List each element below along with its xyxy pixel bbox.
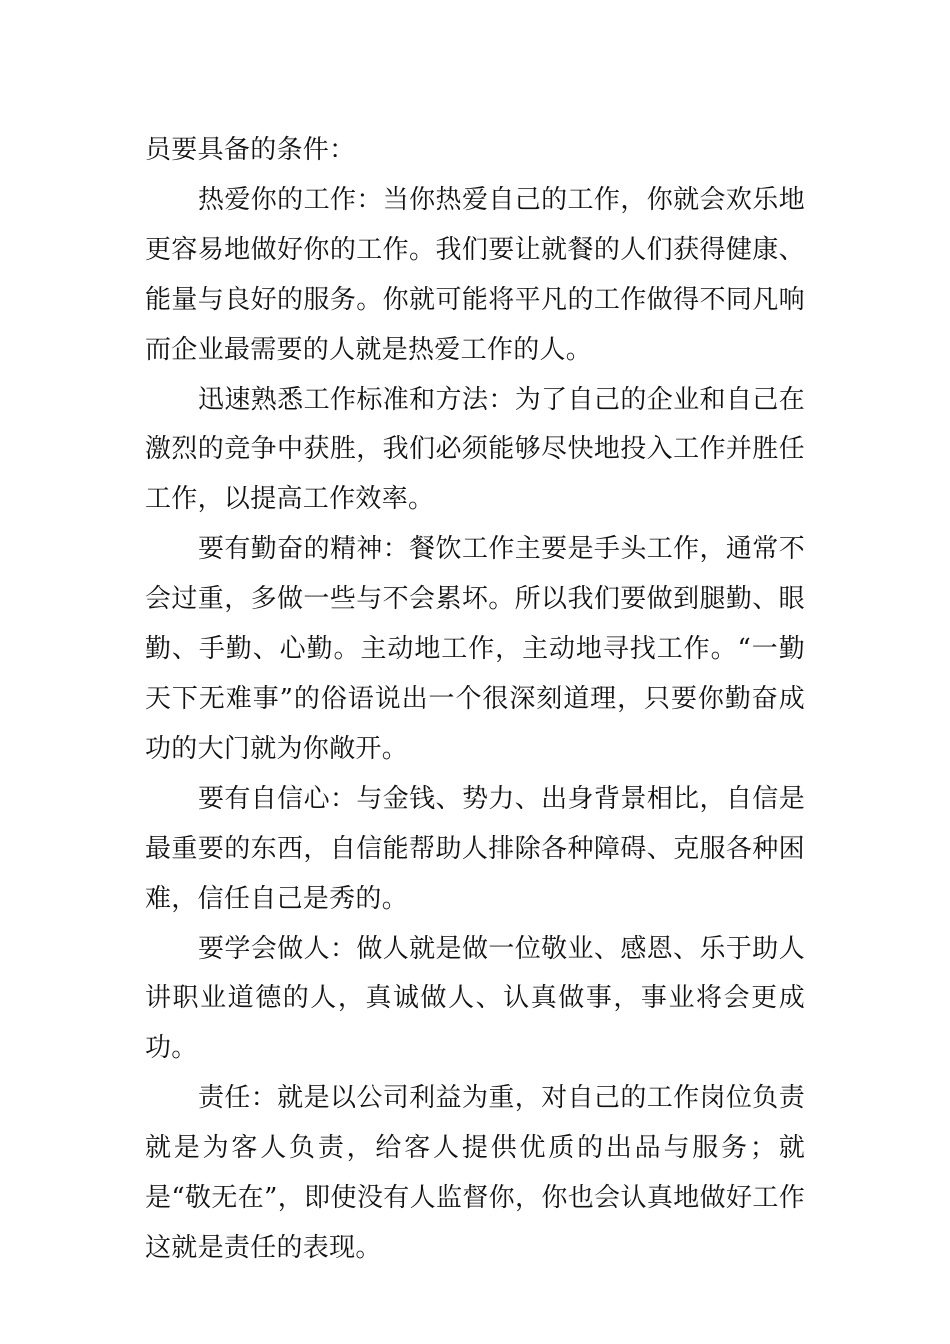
paragraph-diligence: 要有勤奋的精神：餐饮工作主要是手头工作，通常不会过重，多做一些与不会累坏。所以我们要做到腿勤、眼勤、手勤、心勤。主动地工作，主动地寻找工作。“一勤天下无难事”的俗语说出一个很深刻道理，只要你勤奋成功的大门就为你敞开。	[145, 534, 805, 764]
paragraph-learn-standards: 迅速熟悉工作标准和方法：为了自己的企业和自己在激烈的竞争中获胜，我们必须能够尽快地投入工作并胜任工作，以提高工作效率。	[145, 384, 805, 515]
paragraph-be-a-good-person: 要学会做人：做人就是做一位敬业、感恩、乐于助人讲职业道德的人，真诚做人、认真做事，事业将会更成功。	[145, 933, 805, 1064]
paragraph-continuation: 员要具备的条件：	[145, 135, 356, 165]
paragraph-responsibility: 责任：就是以公司利益为重，对自己的工作岗位负责就是为客人负责，给客人提供优质的出品与服务；就是“敬无在”，即使没有人监督你，你也会认真地做好工作这就是责任的表现。	[145, 1083, 805, 1263]
document-body	[145, 126, 805, 1274]
paragraph-love-your-work: 热爱你的工作：当你热爱自己的工作，你就会欢乐地更容易地做好你的工作。我们要让就餐的人们获得健康、能量与良好的服务。你就可能将平凡的工作做得不同凡响而企业最需要的人就是热爱工作的人。	[145, 184, 805, 365]
paragraph-confidence: 要有自信心：与金钱、势力、出身背景相比，自信是最重要的东西，自信能帮助人排除各种障碍、克服各种困难，信任自己是秀的。	[145, 783, 805, 914]
